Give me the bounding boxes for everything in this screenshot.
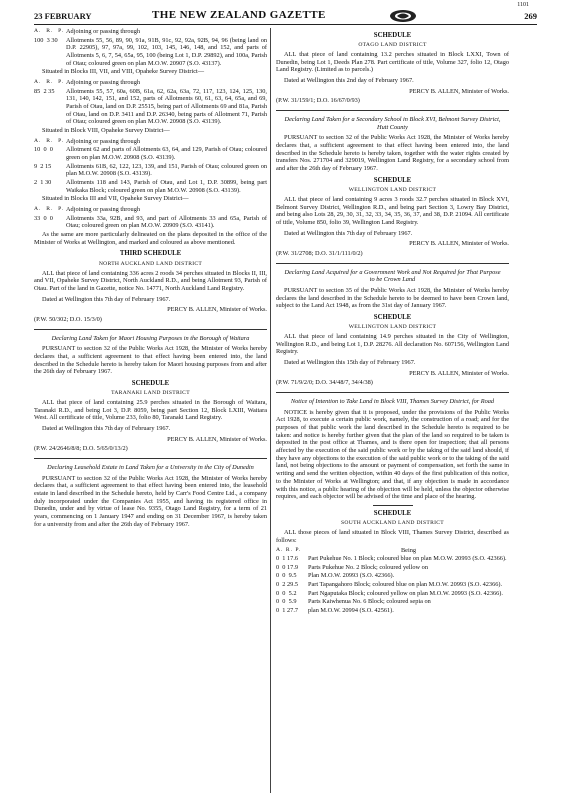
situated-text: Situated in Blocks III and VII, Opaheke Survey District—: [42, 195, 189, 203]
divider: [34, 329, 267, 330]
table-header: A. R. P. Being: [276, 547, 417, 555]
table-row: 9 2 15 Allotments 61B, 62, 122, 123, 139, and 151, Parish of Otau; coloured green on plan M.O.W. 20908 (S.O. 43139).: [34, 162, 267, 178]
notice-text: PURSUANT to section 32 of the Public Works Act 1928, the Minister of Works hereby declares that, a sufficient agreement to that effect having been entered into, the land described in the Schedule hereto is hereby taken for Maori housing purposes from and after the 26th day of February 1967.: [34, 345, 267, 376]
divider: [34, 458, 267, 459]
notice-title: Declaring Land Taken for Maori Housing Purposes in the Borough of Waitara: [51, 334, 250, 342]
signature: PERCY B. ALLEN, Minister of Works.: [409, 240, 509, 248]
table-row: A. R. P. Adjoining or passing through: [34, 28, 140, 35]
notice-text: PURSUANT to section 32 of the Public Works Act 1928, the Minister of Works hereby declares that, a sufficient agreement to that effect having been entered into, the leasehold estate in land described in the Schedule hereto, held by Carr's Food Centre Ltd., a company duly incorporated under the Companies Act 1955, and having its registered office in Dunedin, under and by virtue of lease No. 9355, Otago Land Registry, for a term of 21 years, commencing on 1 January 1947 and ending on 31 December 1967, is hereby taken for a university from and after the 26th day of February 1967.: [34, 474, 267, 528]
dated-line: Dated at Wellington this 7th day of February 1967.: [42, 425, 171, 433]
schedule-heading: SCHEDULE: [373, 313, 412, 321]
land-district: NORTH AUCKLAND LAND DISTRICT: [98, 260, 203, 267]
table-row: 0 1 17.6 Part Pukehue No. 1 Block; coloured blue on plan M.O.W. 20993 (S.O. 42366).: [276, 554, 507, 562]
land-description: ALL that piece of land containing 9 acres 3 roods 32.7 perches situated in Block XVI, Belmont Survey District, Wellington R.D., and being part Section 3, Lowry Bay District, and being also Lots 28, 29, 30, 31, 32, 33, 34, 35, 36, 37, and 38, D.P. 21094. All certificate of title, Volume 850, folio 39, Wellington Land Registry.: [276, 195, 509, 226]
land-district: WELLINGTON LAND DISTRICT: [348, 187, 437, 194]
land-description: ALL those pieces of land situated in Block VIII, Thames Survey District, described as follows:: [276, 528, 509, 544]
page-header: [34, 2, 537, 25]
table-row: 0 2 29.5 Part Tapangahoro Block; coloured blue on plan M.O.W. 20993 (S.O. 42366).: [276, 580, 503, 588]
schedule-heading: SCHEDULE: [373, 32, 412, 39]
land-district: TARANAKI LAND DISTRICT: [111, 390, 190, 397]
signature: PERCY B. ALLEN, Minister of Works.: [167, 435, 267, 443]
header-date: 23 FEBRUARY: [34, 10, 92, 21]
divider: [276, 263, 509, 264]
land-district: SOUTH AUCKLAND LAND DISTRICT: [340, 520, 445, 527]
signature: PERCY B. ALLEN, Minister of Works.: [167, 306, 267, 314]
divider: [276, 110, 509, 111]
notice-title: Declaring Land Taken for a Secondary School in Block XVI, Belmont Survey District, Hutt County: [284, 116, 501, 131]
signature: PERCY B. ALLEN, Minister of Works.: [409, 87, 509, 95]
table-row: 85 2 35 Allotments 55, 57, 60a, 60B, 61a, 62, 62a, 63a, 72, 117, 123, 124, 125, 130, 131, 140, 142, 151, and 152, parts of Allotments 60, 61, 63, 64, 65a, and 69, Parish of Otau, land on D.P. 25515, being part of Allotments 69 and 81a, Parish of Otau, land on D.P. 3411 and D.P. 26340, being parts of Allotment 71, Parish of Otau; coloured green on plan M.O.W. 20908 (S.O. 43139).: [34, 87, 267, 126]
situated-text: Situated in Block VIII, Opaheke Survey District—: [42, 127, 170, 135]
schedule-heading: SCHEDULE: [373, 176, 412, 184]
notice-text: NOTICE is hereby given that it is proposed, under the provisions of the Public Works Act 1928, to execute a certain public work, namely, the construction of a road; and for the purposes of that public work the land described in the Schedule hereto is required to be taken: and notice is hereby further given that the plan of the land so required to be taken is deposited in the post office at Thames, and is there open for inspection; that all persons affected by the execution of the said public work or by the taking of the said land should, if they have any objections to the execution of the said public work or to the taking of the said land, not being objections to the amount or payment of compensation, set forth the same in writing and send the written objection, within 40 days of the first publication of this notice, to the Minister of Works at Wellington; and that, if any objection is made in accordance with this notice, a public hearing of the objection will be held, unless the objector otherwise requires, and each objector will be advised of the time and place of the hearing.: [276, 408, 509, 501]
header-ref: 1101: [517, 2, 529, 8]
file-reference: (P.W. 31/2708; D.O. 31/1/111/0/2): [276, 249, 363, 257]
dated-line: Dated at Wellington this 7th day of February 1967.: [284, 229, 413, 237]
left-column: [34, 28, 267, 531]
schedule-heading: THIRD SCHEDULE: [119, 250, 182, 258]
table-row: 0 0 17.9 Parts Pukehue No. 2 Block; coloured yellow on: [276, 563, 428, 571]
file-reference: (P.W. 31/159/1; D.O. 16/67/0/93): [276, 97, 360, 105]
dated-line: Dated at Wellington this 15th day of February 1967.: [284, 359, 416, 367]
land-description: ALL that piece of land containing 25.9 perches situated in the Borough of Waitara, Taranaki R.D., and being Lot 3, D.P. 8059, being part Section 12, Block LXIII, Waitara West. All certificate of title, Volume 233, folio 80, Taranaki Land Registry.: [34, 399, 267, 422]
gazette-crest-icon: [388, 9, 418, 23]
column-rule: [270, 28, 271, 793]
schedule-heading: SCHEDULE: [373, 509, 412, 517]
table-row: A. R. P. Adjoining or passing through: [34, 137, 140, 145]
notice-text: PURSUANT to section 32 of the Public Works Act 1928, the Minister of Works hereby declares that, a sufficient agreement to that effect having been entered into, the land described in the Schedule hereto is hereby taken, together with the water rights created by transfers Nos. 271704 and 329019, Wellington Land Registry, for a secondary school from and after the 26th day of February 1967.: [276, 134, 509, 173]
header-title: THE NEW ZEALAND GAZETTE: [152, 8, 326, 21]
notice-title: Declaring Land Acquired for a Government Work and Not Required for That Purpose to be Crown Land: [284, 268, 501, 284]
land-description: ALL that piece of land containing 13.2 perches situated in Block LXXI, Town of Dunedin, being Lot 1, Deeds Plan 278. Part certificate of title, Volume 327, folio 12, Otago Land Registry. (Limited as to parcels.): [276, 51, 509, 74]
file-reference: (P.W. 24/2646/8/8; D.O. 5/65/0/13/2): [34, 445, 128, 453]
closing-text: As the same are more particularly delineated on the plans deposited in the office of the Minister of Works at Wellington, and marked and coloured as above mentioned.: [34, 231, 267, 246]
table-row: A. R. P. Adjoining or passing through: [34, 206, 140, 214]
notice-title: Notice of Intention to Take Land in Block VIII, Thames Survey District, for Road: [290, 398, 495, 406]
table-row: 10 0 0 Allotment 62 and parts of Allotments 63, 64, and 129, Parish of Otau; coloured green on plan M.O.W. 20908 (S.O. 43139).: [34, 146, 267, 162]
signature: PERCY B. ALLEN, Minister of Works.: [409, 369, 509, 377]
table-row: 0 0 9.5 Plan M.O.W. 20993 (S.O. 42366).: [276, 572, 395, 580]
table-row: 0 0 5.2 Part Ngaputaka Block; coloured yellow on plan M.O.W. 20993 (S.O. 42366).: [276, 589, 503, 597]
table-row: 0 1 27.7 plan M.O.W. 20994 (S.O. 42561).: [276, 606, 394, 614]
land-district: OTAGO LAND DISTRICT: [358, 42, 427, 49]
file-reference: (P.W. 71/9/2/0; D.O. 34/48/7, 34/4/38): [276, 379, 373, 387]
table-row: 2 1 30 Allotments 118 and 143, Parish of Otau, and Lot 1, D.P. 30899, being part Waikaka Block; coloured green on plan M.O.W. 20908 (S.O. 43139).: [34, 179, 267, 194]
short-divider: [373, 505, 413, 506]
table-row: A. R. P. Adjoining or passing through: [34, 79, 140, 87]
right-column: [276, 28, 509, 616]
land-district: WELLINGTON LAND DISTRICT: [348, 324, 437, 331]
table-row: 100 3 30 Allotments 55, 56, 89, 90, 91a, 91B, 91c, 92, 92a, 92B, 94, 96 (being land on D.P. 22905), 97, 97a, 99, 102, 103, 145, 146, 148, and 152, and parts of Allotments 5, 6, 7, 54, 65a, 95, 100 (being Lot 1, D.P. 29892), and 100a, Parish of Otau; coloured green on plan M.O.W. 20907 (S.O. 43137).: [34, 36, 267, 67]
file-reference: (P.W. 50/302; D.O. 15/3/0): [34, 315, 102, 323]
notice-text: PURSUANT to section 35 of the Public Works Act 1928, the Minister of Works hereby declares the land described in the Schedule hereto to be deemed to have been Crown land, subject to the Land Act 1948, as from the 31st day of January 1967.: [276, 286, 509, 310]
table-row: 0 0 5.9 Parts Kaiwhenua No. 6 Block; coloured sepia on: [276, 598, 431, 606]
table-row: 33 0 0 Allotments 33a, 92B, and 93, and part of Allotments 33 and 65a, Parish of Otau; coloured green on plan M.O.W. 20909 (S.O. 43141).: [34, 214, 267, 230]
land-description: ALL that piece of land containing 14.9 perches situated in the City of Wellington, Wellington R.D., and being Lot 1, D.P. 28276. All declaration No. 607156, Wellington Land Registry.: [276, 333, 509, 356]
dated-line: Dated at Wellington this 7th day of February 1967.: [42, 295, 171, 303]
dated-line: Dated at Wellington this 2nd day of February 1967.: [284, 77, 414, 85]
notice-title: Declaring Leasehold Estate in Land Taken for a University in the City of Dunedin: [47, 464, 254, 472]
schedule-heading: SCHEDULE: [131, 379, 170, 387]
page-number: 269: [524, 10, 537, 21]
situated-text: Situated in Blocks III, VII, and VIII, Opaheke Survey District—: [42, 68, 205, 76]
divider: [276, 392, 509, 393]
land-description: ALL that piece of land containing 336 acres 2 roods 34 perches situated in Blocks II, III, and VII, Opaheke Survey District, North Auckland R.D., and being Allotment 93, Parish of Otau. Part of the land in Gazette, notice No. 14771, North Auckland Land Registry.: [34, 269, 267, 292]
